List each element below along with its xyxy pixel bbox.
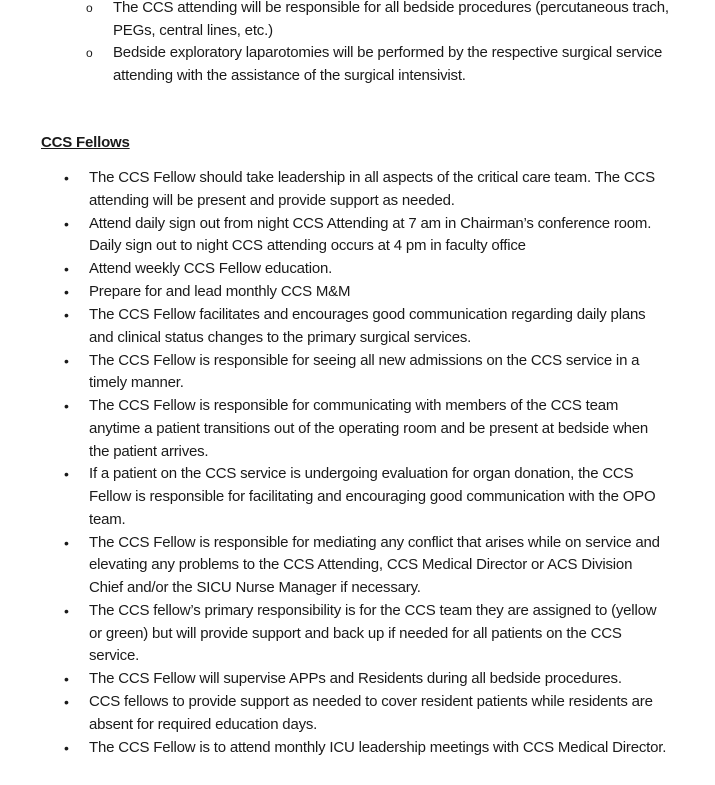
bullet-icon: •: [64, 534, 69, 551]
bullet-text: The CCS Fellow will supervise APPs and Residents during all bedside procedures.: [89, 670, 622, 688]
bullet-icon: •: [64, 170, 69, 186]
bullet-item: [0, 691, 669, 736]
section-heading-ccs-fellows: CCS Fellows: [41, 134, 130, 151]
sub-bullet-item: [0, 42, 673, 87]
bullet-icon: •: [64, 352, 69, 369]
bullet-text: The CCS Fellow should take leadership in all aspects of the critical care team. The CCS attending will be present and provide support as needed.: [89, 169, 655, 209]
bullet-text: The CCS Fellow is responsible for communicating with members of the CCS team anytime a patient transitions out of the operating room and be present at bedside when the patient arrives.: [89, 397, 649, 460]
bullet-icon: •: [64, 284, 69, 301]
bullet-item: [0, 167, 669, 212]
bullet-item: [0, 395, 669, 463]
ccs-fellows-list: [0, 167, 669, 760]
hollow-bullet-icon: o: [86, 1, 93, 15]
bullet-text: The CCS fellow’s primary responsibility is for the CCS team they are assigned to (yellow or green) but will provide support and back up if needed for all patients on the CCS service.: [89, 602, 657, 665]
bullet-item: [0, 737, 669, 760]
bullet-item: [0, 281, 669, 304]
sub-bullet-text: Bedside exploratory laparotomies will be performed by the respective surgical service attending with the assistance of the surgical intensivist.: [113, 44, 663, 84]
bullet-text: The CCS Fellow is responsible for seeing all new admissions on the CCS service in a timely manner.: [89, 351, 640, 392]
bullet-item: [0, 463, 669, 531]
bullet-icon: •: [64, 215, 69, 232]
bullet-item: [0, 350, 669, 395]
bullet-item: [0, 668, 669, 691]
bullet-text: If a patient on the CCS service is undergoing evaluation for organ donation, the CCS Fellow is responsible for facilitating and encouraging good communication with the OPO team.: [89, 465, 656, 528]
bullet-item: [0, 600, 669, 668]
bullet-icon: •: [64, 306, 69, 323]
bullet-text: Prepare for and lead monthly CCS M&M: [89, 283, 351, 301]
bullet-icon: •: [64, 671, 69, 688]
bullet-icon: •: [64, 603, 69, 620]
bullet-icon: •: [64, 739, 69, 756]
bullet-icon: •: [64, 694, 69, 711]
bullet-icon: •: [64, 466, 69, 483]
bullet-text: Attend weekly CCS Fellow education.: [89, 260, 333, 278]
bullet-icon: •: [64, 261, 69, 278]
bullet-text: The CCS Fellow is responsible for mediating any conflict that arises while on service and elevating any problems to the CCS Attending, CCS Medical Director or ACS Division Chief and/or the SICU Nurse Manager if necessary.: [89, 533, 660, 597]
bullet-item: [0, 304, 669, 349]
attending-procedures-sublist: [0, 0, 673, 87]
bullet-icon: •: [64, 398, 69, 415]
bullet-item: [0, 532, 669, 600]
hollow-bullet-icon: o: [86, 46, 93, 61]
bullet-text: The CCS Fellow is to attend monthly ICU leadership meetings with CCS Medical Director.: [89, 738, 667, 756]
bullet-text: Attend daily sign out from night CCS Attending at 7 am in Chairman’s conference room. Daily sign out to night CCS attending occurs at 4 pm in faculty office: [89, 214, 652, 255]
sub-bullet-text: The CCS attending will be responsible for all bedside procedures (percutaneous trach, PEGs, central lines, etc.): [113, 0, 669, 39]
sub-bullet-item: [0, 0, 673, 42]
bullet-item: [0, 258, 669, 281]
bullet-item: [0, 213, 669, 258]
bullet-text: CCS fellows to provide support as needed to cover resident patients while residents are absent for required education days.: [89, 693, 653, 733]
bullet-text: The CCS Fellow facilitates and encourages good communication regarding daily plans and clinical status changes to the primary surgical services.: [89, 305, 646, 346]
